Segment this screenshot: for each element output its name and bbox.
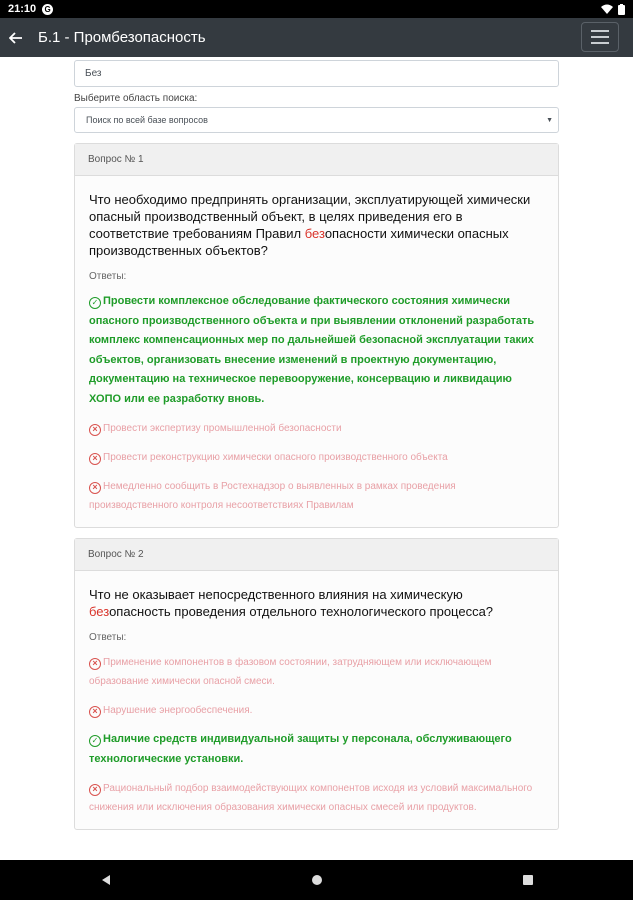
question-text: Что не оказывает непосредственного влияния на химическую безопасность проведения отдельного технологического процесса? <box>89 587 494 619</box>
check-circle-icon: ✓ <box>89 735 101 747</box>
answers-label: Ответы: <box>89 632 127 643</box>
caret-down-icon: ▼ <box>546 116 553 124</box>
square-recents-icon <box>522 874 534 886</box>
triangle-back-icon <box>100 874 112 886</box>
status-bar <box>0 0 633 18</box>
notification-icon: G <box>42 4 53 15</box>
search-highlight: без <box>89 604 110 619</box>
search-highlight: без <box>304 226 325 241</box>
page-title: Б.1 - Промбезопасность <box>38 29 206 46</box>
circle-home-icon <box>311 874 323 886</box>
battery-icon <box>618 4 625 15</box>
check-circle-icon: ✓ <box>89 297 101 309</box>
x-circle-icon: × <box>89 706 101 718</box>
back-button[interactable] <box>0 18 32 57</box>
question-text: Что необходимо предпринять организации, эксплуатирующей химически опасный производственный объект, в целях приведения его в соответствие требованиям Правил безопасности химически опасных производственных объектов? <box>89 192 531 258</box>
status-time: 21:10 <box>8 3 37 15</box>
answers-label: Ответы: <box>89 271 127 282</box>
question-list <box>74 143 559 830</box>
status-icons <box>601 4 625 15</box>
answer-wrong: × Немедленно сообщить в Ростехнадзор о выявленных в рамках проведения производственного контроля несоответствиях Правилам <box>89 481 456 511</box>
nav-recents-button[interactable] <box>508 860 548 900</box>
search-input[interactable]: Без <box>74 60 559 87</box>
answer-wrong: × Рациональный подбор взаимодействующих компонентов исходя из условий максимального снижения или исключения образования химически опасных смесей или продуктов. <box>89 783 533 813</box>
wifi-icon <box>601 4 613 14</box>
scope-select-value: Поиск по всей базе вопросов <box>86 115 208 125</box>
x-circle-icon: × <box>89 784 101 796</box>
question-number: Вопрос № 2 <box>75 539 558 571</box>
scope-label: Выберите область поиска: <box>74 93 198 104</box>
menu-button[interactable] <box>581 22 619 52</box>
nav-home-button[interactable] <box>297 860 337 900</box>
app-bar <box>0 18 633 57</box>
question-card <box>74 538 559 830</box>
system-nav-bar <box>0 860 633 900</box>
answer-wrong: × Применение компонентов в фазовом состоянии, затрудняющем или исключающем образование химически опасной смеси. <box>89 657 492 687</box>
x-circle-icon: × <box>89 453 101 465</box>
x-circle-icon: × <box>89 482 101 494</box>
arrow-left-icon <box>9 32 23 44</box>
question-number: Вопрос № 1 <box>75 144 558 176</box>
content-area[interactable] <box>0 57 633 860</box>
question-card <box>74 143 559 528</box>
answer-correct: ✓ Провести комплексное обследование фактического состояния химически опасного производственного объекта и при выявлении отклонений разработать комплекс компенсационных мер по дальнейшей безопасной эксплуатации таких объектов, организовать внесение изменений в проектную документацию, документацию на техническое перевооружение, консервацию и ликвидацию ХОПО или ее разработку вновь. <box>89 295 535 405</box>
x-circle-icon: × <box>89 424 101 436</box>
hamburger-icon <box>591 30 609 32</box>
answer-correct: ✓ Наличие средств индивидуальной защиты у персонала, обслуживающего технологические установки. <box>89 733 512 765</box>
nav-back-button[interactable] <box>86 860 126 900</box>
answer-wrong: × Нарушение энергообеспечения. <box>89 701 544 720</box>
answer-wrong: × Провести реконструкцию химически опасного производственного объекта <box>89 448 544 467</box>
answer-wrong: × Провести экспертизу промышленной безопасности <box>89 419 544 438</box>
x-circle-icon: × <box>89 658 101 670</box>
scope-select[interactable] <box>74 107 559 133</box>
